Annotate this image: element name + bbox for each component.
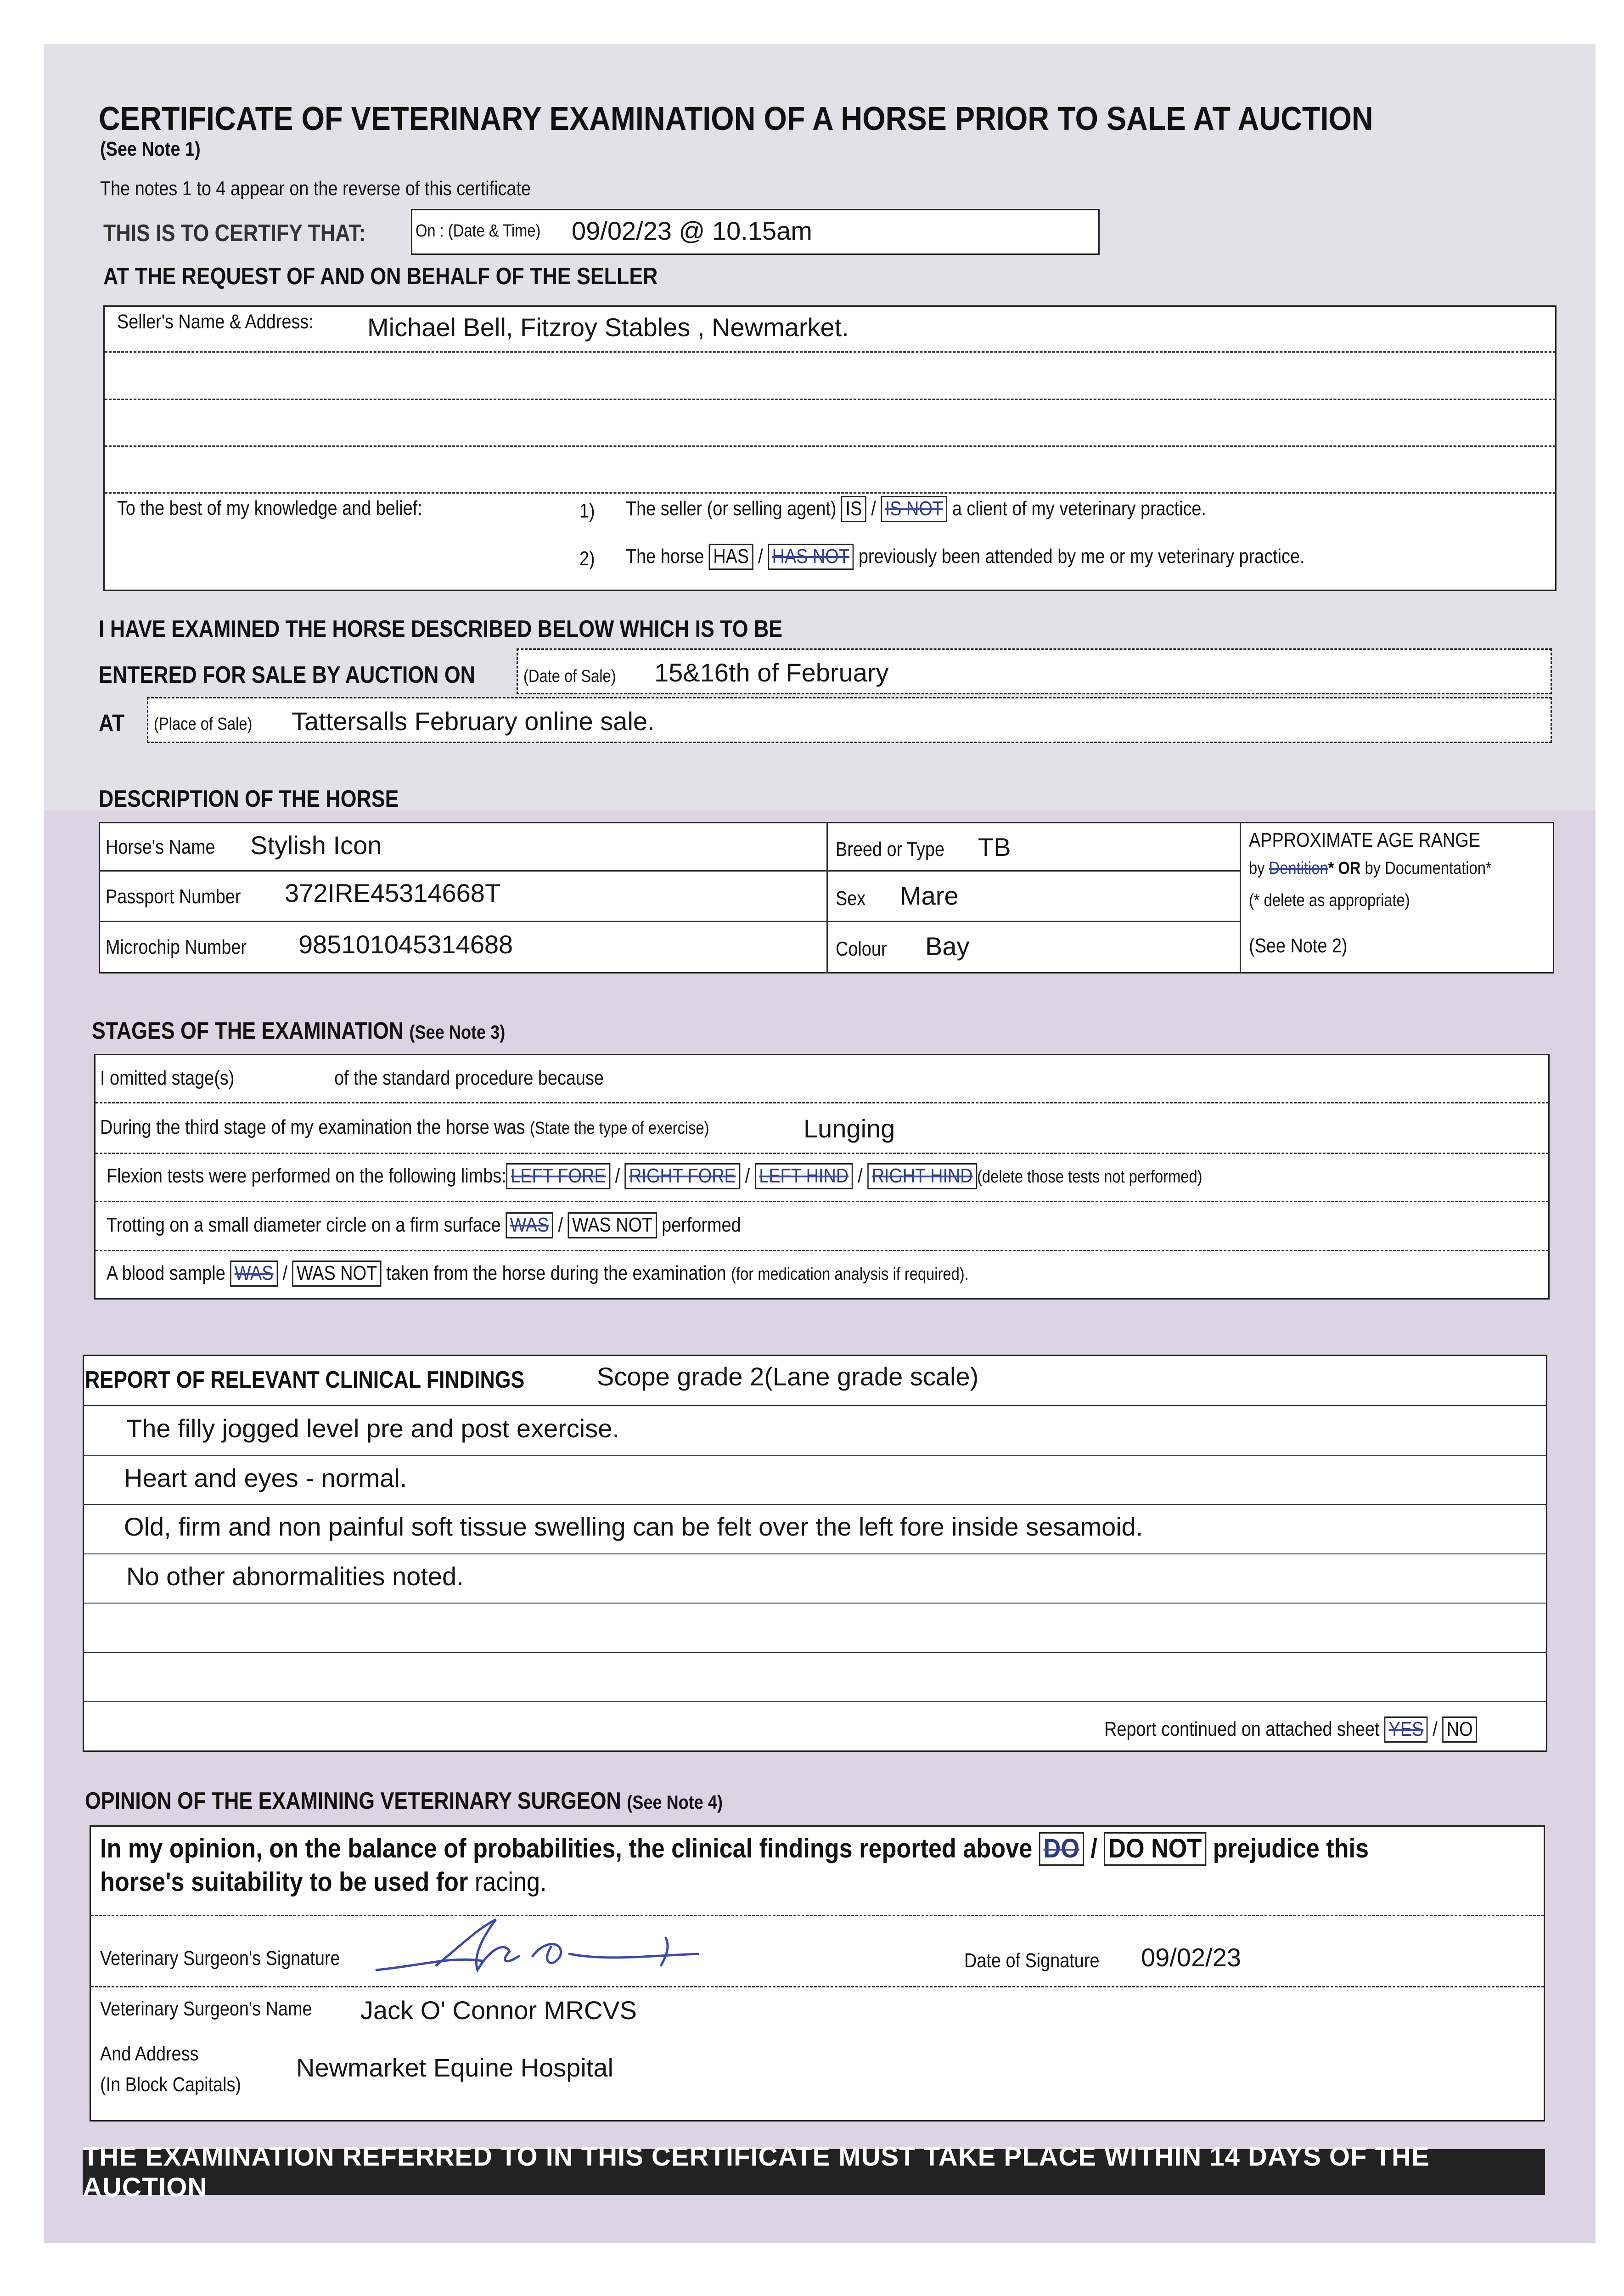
stages-line-2 (96, 1153, 1549, 1154)
findings-line-c (83, 1504, 1547, 1505)
finding-line-2[interactable]: The filly jogged level pre and post exercise. (126, 1414, 619, 1443)
horse-col-divider-1 (826, 822, 828, 974)
findings-line-g (83, 1701, 1547, 1702)
item-1-is-option[interactable]: IS (841, 496, 866, 522)
passport-label: Passport Number (106, 885, 241, 908)
date-of-sale-label: (Date of Sale) (523, 667, 616, 686)
entered-label: ENTERED FOR SALE BY AUCTION ON (99, 662, 475, 688)
sex-value[interactable]: Mare (900, 881, 959, 910)
sale-date-value[interactable]: 15&16th of February (654, 658, 889, 687)
footer-text: THE EXAMINATION REFERRED TO IN THIS CERTIFICATE MUST TAKE PLACE WITHIN 14 DAYS OF THE AUCTION (83, 2142, 1430, 2202)
blood-was-not-option[interactable]: WAS NOT (292, 1261, 382, 1287)
item-2-text-a: The horse (626, 545, 704, 568)
third-stage-line (100, 1116, 709, 1139)
opinion-do-not-option[interactable]: DO NOT (1104, 1832, 1206, 1866)
belief-label: To the best of my knowledge and belief: (117, 497, 422, 519)
seller-line-2 (105, 399, 1556, 400)
flex-left-fore[interactable]: LEFT FORE (506, 1163, 610, 1189)
horse-section-title: DESCRIPTION OF THE HORSE (99, 786, 399, 812)
opinion-use-value[interactable]: racing. (474, 1867, 547, 1897)
finding-line-4[interactable]: Old, firm and non painful soft tissue swelling can be felt over the left fore inside sesamoid. (124, 1512, 1143, 1541)
report-continued-label: Report continued on attached sheet (1104, 1718, 1380, 1740)
opinion-sep: / (1090, 1834, 1097, 1863)
blood-was-option[interactable]: WAS (230, 1261, 278, 1287)
notes-line: The notes 1 to 4 appear on the reverse of this certificate (100, 177, 531, 200)
seller-name-label: Seller's Name & Address: (117, 310, 314, 333)
horse-name-value[interactable]: Stylish Icon (250, 831, 382, 860)
item-1-number: 1) (579, 500, 595, 522)
third-stage-exercise[interactable]: Lunging (804, 1114, 895, 1143)
third-stage-label: During the third stage of my examination the horse was (100, 1116, 525, 1138)
opinion-statement (100, 1832, 1369, 1866)
finding-line-3[interactable]: Heart and eyes - normal. (124, 1463, 407, 1492)
vet-name-label: Veterinary Surgeon's Name (100, 1998, 312, 2020)
flex-left-hind[interactable]: LEFT HIND (755, 1163, 853, 1189)
flexion-label: Flexion tests were performed on the following limbs: (107, 1165, 506, 1187)
blood-note: (for medication analysis if required). (731, 1265, 969, 1284)
flex-right-fore[interactable]: RIGHT FORE (625, 1163, 741, 1189)
omitted-stage-label: I omitted stage(s) (100, 1067, 235, 1089)
stages-line-3 (96, 1201, 1549, 1202)
trot-line (107, 1212, 741, 1238)
sale-place-value[interactable]: Tattersalls February online sale. (292, 707, 655, 736)
trot-label: Trotting on a small diameter circle on a firm surface (107, 1214, 501, 1236)
opinion-statement-line-2 (100, 1867, 547, 1897)
stages-section-title (92, 1017, 505, 1045)
opinion-statement-a: In my opinion, on the balance of probabilities, the clinical findings reported above (100, 1834, 1033, 1863)
seller-name-address[interactable]: Michael Bell, Fitzroy Stables , Newmarket. (367, 313, 849, 342)
date-of-signature-label: Date of Signature (964, 1949, 1100, 1972)
vet-name-value[interactable]: Jack O' Connor MRCVS (360, 1996, 637, 2025)
continued-sep: / (1433, 1718, 1438, 1740)
stages-line-1 (96, 1102, 1549, 1103)
item-1-client-line (626, 496, 1206, 522)
seller-line-3 (105, 445, 1556, 447)
request-line: AT THE REQUEST OF AND ON BEHALF OF THE SELLER (103, 263, 658, 290)
place-of-sale-label: (Place of Sale) (154, 715, 253, 734)
opinion-note: (See Note 4) (627, 1791, 723, 1813)
horse-row-line-2 (99, 921, 1240, 922)
opinion-do-option[interactable]: DO (1039, 1832, 1084, 1866)
exam-date-time[interactable]: 09/02/23 @ 10.15am (572, 216, 812, 245)
findings-line-f (83, 1652, 1547, 1653)
age-by: by (1249, 859, 1265, 878)
see-note-1: (See Note 1) (100, 138, 201, 160)
third-stage-note: (State the type of exercise) (529, 1119, 709, 1138)
age-see-note-2: (See Note 2) (1249, 934, 1348, 957)
address-label-block: (In Block Capitals) (100, 2073, 242, 2096)
certificate-title: CERTIFICATE OF VETERINARY EXAMINATION OF A HORSE PRIOR TO SALE AT AUCTION (99, 101, 1373, 137)
date-of-signature-value[interactable]: 09/02/23 (1141, 1943, 1241, 1972)
blood-line (107, 1261, 969, 1287)
continued-no-option[interactable]: NO (1442, 1716, 1477, 1743)
age-range-title: APPROXIMATE AGE RANGE (1249, 829, 1480, 851)
finding-line-1[interactable]: Scope grade 2(Lane grade scale) (597, 1362, 979, 1391)
flexion-line (107, 1163, 1203, 1189)
flex-sep-2: / (745, 1165, 750, 1187)
trot-sep: / (558, 1214, 563, 1236)
seller-line-4 (105, 492, 1556, 494)
findings-line-e (83, 1603, 1547, 1604)
address-label: And Address (100, 2043, 199, 2065)
vet-address-value[interactable]: Newmarket Equine Hospital (296, 2053, 613, 2082)
stages-line-4 (96, 1250, 1549, 1251)
on-date-label: On : (Date & Time) (416, 221, 541, 241)
item-1-text-b: a client of my veterinary practice. (952, 497, 1206, 520)
signature-label: Veterinary Surgeon's Signature (100, 1947, 340, 1970)
opinion-title-text: OPINION OF THE EXAMINING VETERINARY SURGEON (85, 1788, 621, 1814)
passport-value[interactable]: 372IRE45314668T (285, 878, 501, 907)
item-2-number: 2) (579, 547, 595, 570)
flex-sep-3: / (858, 1165, 863, 1187)
findings-line-a (83, 1405, 1547, 1406)
horse-row-line-1 (99, 870, 1240, 872)
opinion-statement-b: prejudice this (1213, 1834, 1369, 1863)
item-2-sep: / (758, 545, 763, 568)
opinion-statement-c: horse's suitability to be used for (100, 1867, 468, 1897)
vet-signature (367, 1910, 758, 1984)
trot-was-not-option[interactable]: WAS NOT (568, 1212, 657, 1238)
item-2-has-not-option[interactable]: HAS NOT (768, 544, 854, 570)
trot-was-option[interactable]: WAS (506, 1212, 553, 1238)
findings-section-title: REPORT OF RELEVANT CLINICAL FINDINGS (85, 1367, 525, 1393)
blood-label: A blood sample (107, 1262, 225, 1284)
seller-line-1 (105, 351, 1556, 353)
omitted-stage-reason: of the standard procedure because (334, 1067, 604, 1089)
continued-yes-option[interactable]: YES (1384, 1716, 1428, 1743)
stages-title-text: STAGES OF THE EXAMINATION (92, 1018, 404, 1044)
at-label: AT (99, 710, 125, 737)
findings-line-b (83, 1455, 1547, 1456)
age-dentition-option[interactable]: Dentition (1269, 859, 1328, 878)
blood-sep: / (282, 1262, 288, 1284)
footer-banner (83, 2142, 1545, 2202)
item-2-attended-line (626, 544, 1305, 570)
age-documentation-option[interactable]: by Documentation* (1365, 859, 1492, 878)
microchip-label: Microchip Number (106, 936, 247, 958)
opinion-line-1 (91, 1915, 1544, 1916)
colour-label: Colour (836, 938, 887, 960)
breed-value[interactable]: TB (978, 833, 1011, 861)
certify-label: THIS IS TO CERTIFY THAT: (103, 220, 366, 247)
item-2-text-b: previously been attended by me or my veterinary practice. (858, 545, 1305, 568)
breed-label: Breed or Type (836, 838, 945, 861)
opinion-section-title (85, 1787, 723, 1815)
item-2-has-option[interactable]: HAS (709, 544, 753, 570)
stages-note: (See Note 3) (409, 1021, 506, 1043)
item-1-text-a: The seller (or selling agent) (626, 497, 837, 520)
opinion-line-2 (91, 1986, 1544, 1987)
trot-end: performed (662, 1214, 741, 1236)
item-1-sep: / (871, 497, 876, 520)
horse-col-divider-2 (1240, 822, 1241, 974)
finding-line-5[interactable]: No other abnormalities noted. (126, 1562, 464, 1591)
microchip-value[interactable]: 985101045314688 (298, 930, 513, 959)
sex-label: Sex (836, 887, 866, 910)
flex-right-hind[interactable]: RIGHT HIND (867, 1163, 977, 1189)
report-continued-line (1104, 1716, 1477, 1743)
flex-sep-1: / (615, 1165, 620, 1187)
item-1-is-not-option[interactable]: IS NOT (881, 496, 947, 522)
blood-end: taken from the horse during the examination (386, 1262, 726, 1284)
flexion-note: (delete those tests not performed) (977, 1167, 1203, 1187)
age-range-method (1249, 859, 1492, 878)
horse-name-label: Horse's Name (106, 836, 215, 858)
age-or: * OR (1328, 859, 1361, 878)
findings-line-d (83, 1553, 1547, 1554)
examined-line: I HAVE EXAMINED THE HORSE DESCRIBED BELOW WHICH IS TO BE (99, 616, 783, 642)
colour-value[interactable]: Bay (925, 932, 970, 961)
age-delete-note: (* delete as appropriate) (1249, 891, 1410, 910)
